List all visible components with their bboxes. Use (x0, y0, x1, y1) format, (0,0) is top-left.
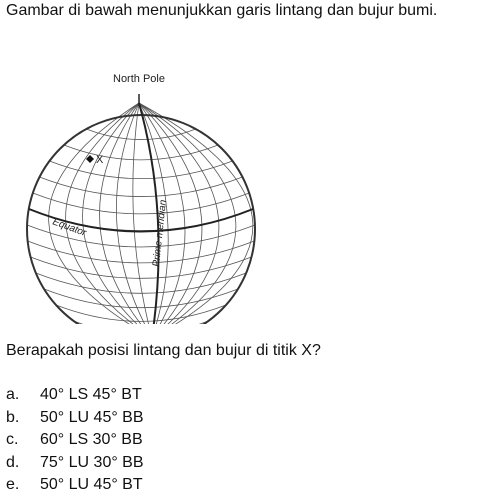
globe-figure (20, 64, 280, 324)
north-pole-label: North Pole (113, 73, 165, 85)
grid-line (44, 289, 238, 308)
equator-label: Equator (50, 216, 88, 239)
grid-line (64, 145, 218, 160)
globe-grid (27, 103, 255, 324)
option-letter: b. (6, 408, 20, 426)
grid-line (30, 257, 251, 278)
grid-line (28, 241, 255, 263)
grid-line (40, 177, 243, 197)
answer-options (6, 384, 144, 497)
question-text: Gambar di bawah menunjukkan garis lintang dan bujur bumi. (6, 2, 438, 19)
option-text: 50° LU 45° BT (40, 476, 143, 493)
option-letter: d. (6, 453, 20, 471)
option-d[interactable] (6, 452, 144, 475)
option-letter: a. (6, 386, 20, 403)
option-text: 40° LS 45° BT (40, 386, 142, 403)
option-b[interactable] (6, 407, 144, 430)
option-text: 60° LS 30° BB (40, 431, 143, 448)
option-c[interactable] (6, 429, 144, 452)
point-x-label: X (96, 154, 104, 166)
option-letter: e. (6, 476, 20, 493)
prime-meridian-label: Prime meridian (151, 199, 170, 268)
option-letter: c. (6, 431, 19, 448)
option-text: 75° LU 30° BB (40, 453, 144, 471)
option-e[interactable] (6, 474, 144, 497)
grid-line (86, 129, 195, 140)
grid-line (33, 193, 249, 214)
prompt-text: Berapakah posisi lintang dan bujur di titik X? (6, 342, 321, 359)
option-text: 50° LU 45° BB (40, 408, 144, 426)
option-a[interactable] (6, 384, 144, 407)
